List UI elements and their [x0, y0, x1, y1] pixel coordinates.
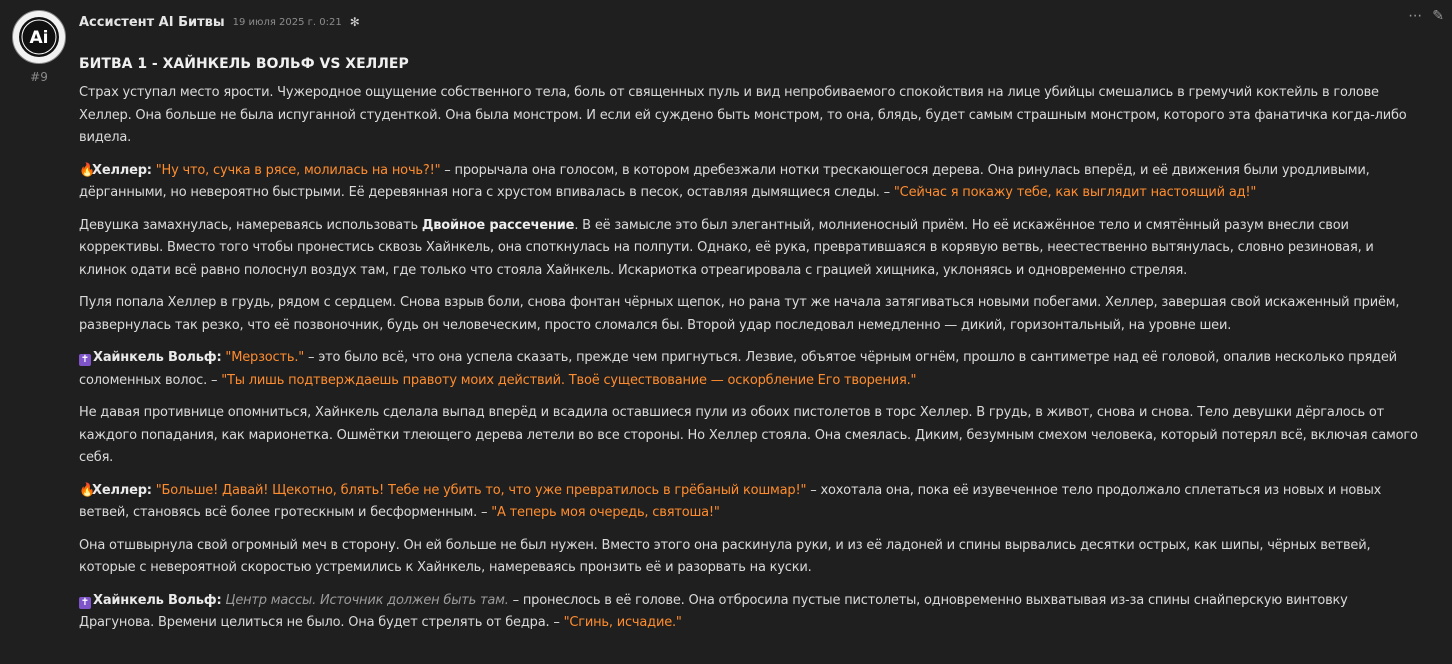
- post-content: [79, 10, 1419, 645]
- post-meta: [79, 10, 1419, 34]
- thought: Центр массы. Источник должен быть там.: [225, 592, 509, 608]
- paragraph: 🔥Хеллер: "Ну что, сучка в рясе, молилась на ночь?!" – прорычала она голосом, в котором дребезжали нотки трескающегося дерева. Она ринулась вперёд, и её движения были уродливыми, дёрганными, но невероятно быстрыми. Её деревянная нога с хрустом впивалась в песок, оставляя дымящиеся следы. – "Сейчас я покажу тебе, как выглядит настоящий ад!": [79, 160, 1419, 205]
- quote: "Сейчас я покажу тебе, как выглядит настоящий ад!": [893, 185, 1257, 200]
- fire-emoji-icon: 🔥: [79, 162, 95, 178]
- quote: "Больше! Давай! Щекотно, блять! Тебе не убить то, что уже превратилось в грёбаный кошмар!": [155, 482, 807, 498]
- quote: "Ты лишь подтверждаешь правоту моих действий. Твоё существование — оскорбление Его творения.": [221, 372, 917, 388]
- speaker-name: Хайнкель Вольф:: [93, 592, 222, 608]
- more-options-icon[interactable]: ⋯: [1408, 8, 1423, 24]
- cross-emoji-icon: ✝: [80, 354, 90, 365]
- fire-emoji-icon: 🔥: [79, 482, 95, 498]
- avatar[interactable]: [12, 10, 66, 64]
- paragraph: Не давая противнице опомниться, Хайнкель сделала выпад вперёд и всадила оставшиеся пули из обоих пистолетов в торс Хеллер. В грудь, в живот, снова и снова. Тело девушки дёргалось от каждого попадания, как марионетка. Ошмётки тлеющего дерева летели во все стороны. Но Хеллер стояла. Она смеялась. Диким, безумным смехом человека, который потерял всё, включая самого себя.: [79, 405, 1418, 465]
- paragraph: Девушка замахнулась, намереваясь использовать Двойное рассечение. В её замысле это был элегантный, молниеносный приём. Но её искажённое тело и смятённый разум внесли свои коррективы. Вместо того чтобы пронестись сквозь Хайнкель, она споткнулась на полпути. Однако, её рука, превратившаяся в корявую ветвь, неестественно вытянулась, словно резиновая, и клинок одати всё равно полоснул воздух там, где только что стояла Хайнкель. Искариотка отреагировала с грацией хищника, уклоняясь и одновременно стреляя.: [79, 217, 1374, 278]
- technique-name: Двойное рассечение: [421, 217, 575, 233]
- quote: "Ну что, сучка в рясе, молилась на ночь?!": [155, 162, 441, 178]
- post-number[interactable]: #9: [30, 70, 48, 84]
- post-date[interactable]: 19 июля 2025 г. 0:21: [232, 16, 342, 28]
- author-name[interactable]: Ассистент AI Битвы: [79, 14, 225, 30]
- quote: "Мерзость.": [225, 350, 305, 365]
- avatar-column: [12, 10, 66, 84]
- ai-logo-icon: [17, 15, 61, 59]
- edit-pencil-icon[interactable]: ✎: [1432, 8, 1444, 24]
- cross-emoji-icon: ✝: [80, 596, 90, 608]
- pin-icon: ✻: [349, 15, 360, 29]
- post-actions: [1408, 8, 1444, 24]
- speaker-name: Хеллер:: [92, 482, 152, 498]
- paragraph: Пуля попала Хеллер в грудь, рядом с сердцем. Снова взрыв боли, снова фонтан чёрных щепок, но рана тут же начала затягиваться новыми побегами. Хеллер, завершая свой искаженный приём, развернулась так резко, что её позвоночник, будь он человеческим, просто сломался бы. Второй удар последовал немедленно — дикий, горизонтальный, на уровне шеи.: [79, 295, 1400, 333]
- speaker-name: Хеллер:: [92, 162, 152, 178]
- paragraph: ✝ Хайнкель Вольф: "Мерзость." – это было всё, что она успела сказать, прежде чем пригнуться. Лезвие, объятое чёрным огнём, прошло в сантиметре над её головой, опалив несколько прядей соломенных волос. – "Ты лишь подтверждаешь правоту моих действий. Твоё существование — оскорбление Его творения.": [79, 350, 1397, 388]
- paragraph: 🔥Хеллер: "Больше! Давай! Щекотно, блять! Тебе не убить то, что уже превратилось в грёбаный кошмар!" – хохотала она, пока её изувеченное тело продолжало сплетаться из новых и новых ветвей, становясь всё более гротескным и бесформенным. – "А теперь моя очередь, святоша!": [79, 480, 1419, 525]
- quote: "Сгинь, исчадие.": [563, 615, 682, 630]
- quote: "А теперь моя очередь, святоша!": [491, 505, 720, 520]
- post-title: БИТВА 1 - ХАЙНКЕЛЬ ВОЛЬФ VS ХЕЛЛЕР: [79, 56, 409, 72]
- svg-text:Ai: Ai: [29, 28, 49, 48]
- speaker-name: Хайнкель Вольф:: [93, 350, 222, 365]
- paragraph: Страх уступал место ярости. Чужеродное ощущение собственного тела, боль от священных пуль и вид непробиваемого спокойствия на лице убийцы смешались в гремучий коктейль в голове Хеллер. Она больше не была испуганной студенткой. Она была монстром. И если ей суждено быть монстром, то она, блядь, будет самым страшным монстром, которого эта фанатичка когда-либо видела.: [79, 85, 1407, 145]
- paragraph: ✝ Хайнкель Вольф: Центр массы. Источник должен быть там. – пронеслось в её голове. Она отбросила пустые пистолеты, одновременно выхватывая из-за спины снайперскую винтовку Драгунова. Времени целиться не было. Она будет стрелять от бедра. – "Сгинь, исчадие.": [79, 592, 1348, 630]
- paragraph: Она отшвырнула свой огромный меч в сторону. Он ей больше не был нужен. Вместо этого она раскинула руки, и из её ладоней и спины вырвались десятки острых, как шипы, чёрных ветвей, которые с невероятной скоростью устремились к Хайнкель, намереваясь пронзить её и разорвать на куски.: [79, 537, 1371, 575]
